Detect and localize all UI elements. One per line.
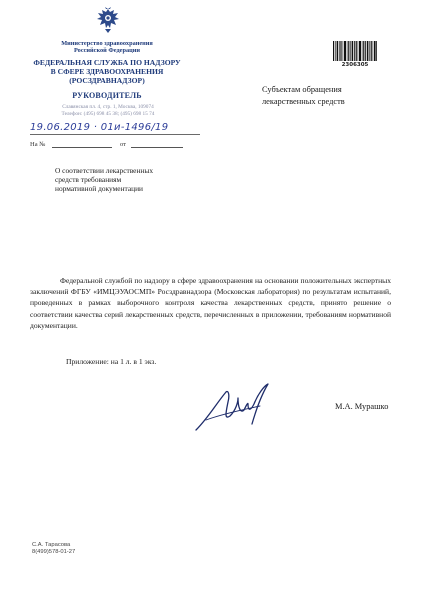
letter-subject: [55, 166, 175, 193]
attachment-note: Приложение: на 1 л. в 1 экз.: [66, 357, 157, 366]
agency-line-1: ФЕДЕРАЛЬНАЯ СЛУЖБА ПО НАДЗОРУ: [33, 58, 181, 67]
address-line-1: Славянская пл. 4, стр. 1, Москва, 109074: [62, 104, 154, 110]
barcode-number: 2306305: [341, 62, 369, 68]
body-paragraph: Федеральной службой по надзору в сфере здравоохранения на основании положительных экспертных заключений ФГБУ «ИМЦЭУАОСМП» Росздравнадзора (Московская лаборатория) по результатам испытаний, проведенных в рамках выборочного контроля качества лекарственных средств, принято решение о соответствии качества серий лекарственных средств, перечисленных в приложении, требованиям нормативной документации.: [30, 276, 391, 330]
agency-name: [20, 58, 194, 86]
from-label: от: [120, 141, 127, 148]
barcode-icon: [333, 41, 377, 61]
signer-name: М.А. Мурашко: [335, 402, 389, 411]
subject-line-3: нормативной документации: [55, 184, 143, 193]
handwritten-signature: [186, 380, 286, 438]
registration-number: 19.06.2019 · 01и-1496/19: [30, 122, 169, 133]
agency-line-2: В СФЕРЕ ЗДРАВООХРАНЕНИЯ: [50, 67, 164, 77]
on-no-label: На №: [30, 141, 46, 148]
address-line-2: Телефон: (495) 698 45 38; (495) 698 15 74: [61, 111, 155, 117]
subject-line-1: О соответствии лекарственных: [55, 166, 154, 175]
recipient-line-1: Субъектам обращения: [262, 85, 342, 94]
on-no-line: [52, 147, 112, 148]
recipient-line-2: лекарственных средств: [262, 96, 345, 106]
letter-body: [30, 275, 391, 331]
subject-line-2: средств требованиям: [55, 175, 122, 184]
executor-info: [32, 542, 75, 556]
recipient: [262, 84, 402, 107]
ministry-line-2: Российской Федерации: [73, 47, 140, 55]
agency-line-3: (РОСЗДРАВНАДЗОР): [69, 76, 145, 86]
emblem-icon: [95, 6, 121, 34]
from-line: [131, 147, 183, 148]
executor-name: С.А. Тарасова: [32, 542, 71, 548]
executor-phone: 8(499)578-01-27: [32, 549, 76, 555]
registration-underline: [30, 134, 200, 135]
ministry-line-1: Министерство здравоохранения: [61, 40, 153, 47]
agency-address: [28, 104, 188, 118]
ministry-name: [20, 40, 194, 54]
letterhead-title: РУКОВОДИТЕЛЬ: [72, 91, 142, 100]
handwritten-registration: [30, 122, 200, 133]
